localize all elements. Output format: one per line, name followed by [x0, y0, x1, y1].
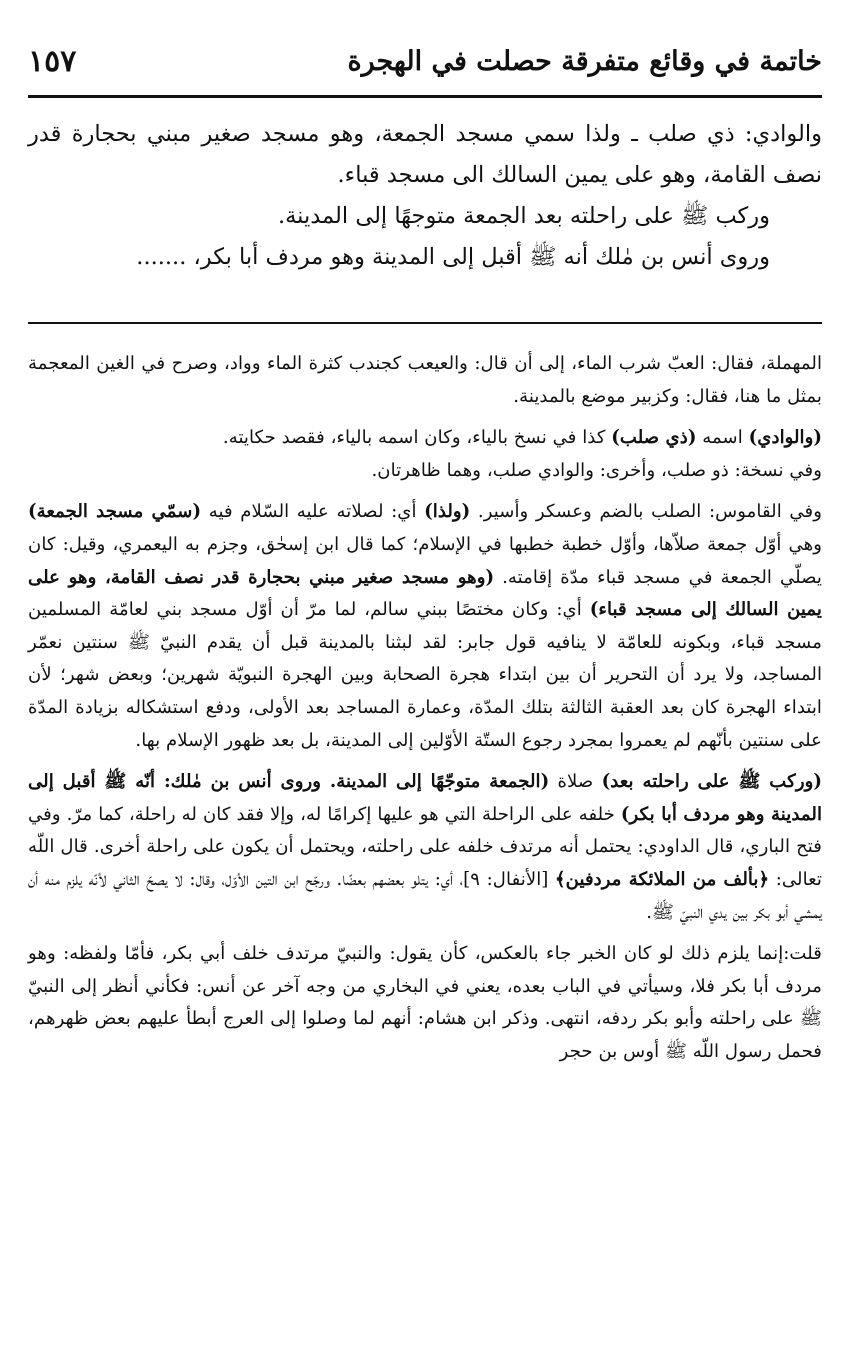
quran-quote: ﴿بألف من الملائكة مردفين﴾: [554, 868, 770, 890]
commentary-paragraph-5: قلت:إنما يلزم ذلك لو كان الخبر جاء بالعكس، كأن يقول: والنبيّ مرتدف خلف أبي بكر، فأمّا ولفظه: وهو مردف أبا بكر فلا، وسيأتي في الباب بعده، يعني في البخاري من وجه آخر عن أنس: فكأني أنظر إلى النبيّ ﷺ على راحلته وأبو بكر ردفه، انتهى. وذكر ابن هشام: أنهم لما وصلوا إلى العرج أبطأ عليهم بعض ظهرهم، فحمل رسول اللّه ﷺ أوس بن حجر: [28, 943, 822, 1062]
commentary-run: صلاة: [549, 771, 602, 793]
quoted-phrase: (والوادي): [748, 427, 822, 449]
commentary-paragraph-1: المهملة، فقال: العبّ شرب الماء، إلى أن قال: والعيعب كجندب كثرة الماء وواد، وصرح في الغين المعجمة بمثل ما هنا، فقال: وكزبير موضع بالمدينة.: [28, 353, 822, 407]
page-number: ١٥٧: [28, 43, 77, 79]
quoted-phrase: (الجمعة متوجّهًا إلى المدينة. وروى أنس بن مٰلك: أنّه ﷺ أقبل إلى المدينة وهو مردف أبا بكر): [28, 771, 823, 825]
commentary-run: وهي أوّل جمعة صلاّها، وأوّل خطبة خطبها في الإسلام؛ كما قال ابن إسحٰق، وجزم به اليعمري، وقيل: كان يصلّي الجمعة في مسجد قباء مدّة إقامته.: [28, 533, 822, 588]
main-paragraph-2: وركب ﷺ على راحلته بعد الجمعة متوجهًا إلى المدينة.: [277, 203, 770, 229]
main-paragraph-1: والوادي: ذي صلب ـ ولذا سمي مسجد الجمعة، وهو مسجد صغير مبني بحجارة قدر نصف القامة، وهو على يمين السالك الى مسجد قباء.: [28, 121, 822, 188]
quoted-phrase: (وركب ﷺ على راحلته بعد): [601, 771, 822, 793]
commentary-run: أي: وكان مختصًا ببني سالم، لما مرّ أن أوّل مسجد بني لعامّة المسلمين مسجد قباء، وبكونه للعامّة لا ينافيه قول جابر: لقد لبثنا بالمدينة قبل أن يقدم النبيّ ﷺ سنتين نعمّر المساجد، ولا يرد أن التحرير أن بين ابتداء هجرة الصحابة وبين الهجرة النبويّة شهرين؛ وبعض شهر؛ لأن ابتداء الهجرة كان بعد العقبة الثالثة بتلك المدّة، وعمارة المساجد بعد الأولى، ودفع استشكاله بزيادة المدّة على سنتين بأنّهم لم يعمروا بمجرد رجوع الستّة الأوّلين إلى المدينة، بل بعد ظهور الإسلام بها.: [28, 599, 822, 751]
quoted-phrase: (ولذا): [424, 501, 471, 523]
main-paragraph-3: وروى أنس بن مٰلك أنه ﷺ أقبل إلى المدينة وهو مردف أبا بكر، .......: [136, 244, 770, 270]
commentary-paragraph-3: [28, 496, 822, 757]
running-title: خاتمة في وقائع متفرقة حصلت في الهجرة: [347, 45, 822, 77]
commentary-run: أي: لصلاته عليه السّلام فيه: [201, 501, 425, 523]
commentary-run: كذا في نسخ بالياء، وكان اسمه بالياء، فقصد حكايته.: [222, 427, 612, 449]
page-header: [28, 36, 822, 86]
commentary-paragraph-4: [28, 766, 822, 929]
commentary-text: [28, 348, 822, 1077]
commentary-run: وفي القاموس: الصلب بالضم وعسكر وأسير.: [470, 501, 823, 523]
quoted-phrase: (وهو مسجد صغير مبني بحجارة قدر نصف القامة، وهو على يمين السالك إلى مسجد قباء): [28, 566, 822, 621]
commentary-separator: [28, 322, 822, 324]
commentary-paragraph-2b: وفي نسخة: ذو صلب، وأخرى: والوادي صلب، وهما ظاهرتان.: [371, 459, 822, 481]
commentary-run: اسمه: [696, 427, 749, 449]
quoted-phrase: (سمّي مسجد الجمعة): [28, 501, 202, 523]
header-rule: [28, 95, 822, 98]
commentary-run: [الأنفال: ٩]، أي: يتلو بعضهم بعضًا. ورجّح ابن التين الأوّل، وقال: لا يصحّ الثاني لأنّه يلزم منه أن يمشي أبو بكر بين يدي النبيّ ﷺ.: [28, 868, 822, 923]
quoted-phrase: (ذي صلب): [611, 427, 697, 449]
commentary-paragraph-2: [28, 422, 822, 455]
main-text: [28, 114, 822, 278]
commentary-run: خلفه على الراحلة التي هو عليها إكرامًا له، وإلا فقد كان له راحلة، كما مرّ. وفي فتح الباري، قال الداودي: يحتمل أنه مرتدف خلفه على راحلته، ويحتمل أن يكون على راحلة أخرى. قال اللّه تعالى:: [28, 803, 822, 890]
